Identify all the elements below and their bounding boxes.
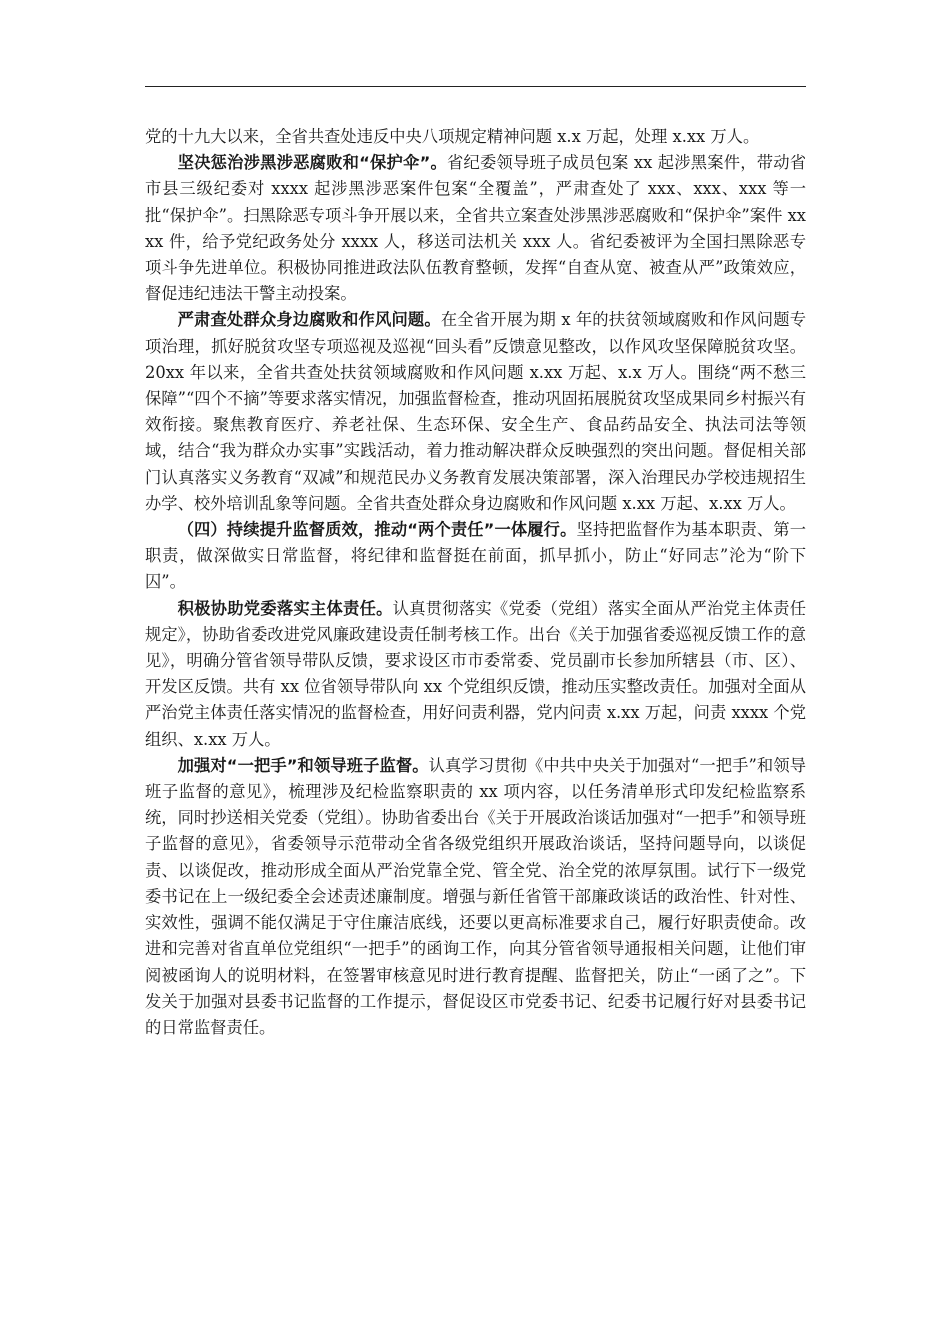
paragraph-4 [145,517,806,596]
paragraph-text: 在全省开展为期 x 年的扶贫领域腐败和作风问题专项治理，抓好脱贫攻坚专项巡视及巡视“回头看”反馈意见整改，以作风攻坚保障脱贫攻坚。20xx 年以来，全省共查处扶贫领域腐败和作风问题 x.xx 万起、x.x 万人。围绕“两不愁三保障”“四个不摘”等要求落实情况，加强监督检查，推动巩固拓展脱贫攻坚成果同乡村振兴有效衔接。聚焦教育医疗、养老社保、生态环保、安全生产、食品药品安全、执法司法等领域，结合“我为群众办实事”实践活动，着力推动解决群众反映强烈的突出问题。督促相关部门认真落实义务教育“双减”和规范民办义务教育发展决策部署，深入治理民办学校违规招生办学、校外培训乱象等问题。全省共查处群众身边腐败和作风问题 x.xx 万起、x.xx 万人。 [145,310,806,513]
paragraph-text: 党的十九大以来，全省共查处违反中央八项规定精神问题 x.x 万起，处理 x.xx 万人。 [145,127,760,146]
paragraph-text: 省纪委领导班子成员包案 xx 起涉黑案件，带动省市县三级纪委对 xxxx 起涉黑涉恶案件包案“全覆盖”，严肃查处了 xxx、xxx、xxx 等一批“保护伞”。扫黑除恶专项斗争开展以来，全省共立案查处涉黑涉恶腐败和“保护伞”案件 xxxx 件，给予党纪政务处分 xxxx 人，移送司法机关 xxx 人。省纪委被评为全国扫黑除恶专项斗争先进单位。积极协同推进政法队伍教育整顿，发挥“自查从宽、被查从严”政策效应，督促违纪违法干警主动投案。 [145,153,807,304]
paragraph-lead: 积极协助党委落实主体责任。 [177,598,393,618]
paragraph-3 [145,307,806,517]
paragraph-6 [145,753,806,1041]
header-rule [145,86,806,87]
paragraph-2 [145,150,806,307]
paragraph-lead: 加强对“一把手”和领导班子监督。 [177,755,429,775]
paragraph-1 [145,124,806,150]
paragraph-5 [145,596,806,753]
paragraph-lead: 严肃查处群众身边腐败和作风问题。 [177,310,441,330]
paragraph-lead: （四）持续提升监督质效，推动“两个责任”一体履行。 [177,520,577,540]
document-body [145,124,806,1041]
paragraph-text: 坚持把监督作为基本职责、第一职责，做深做实日常监督，将纪律和监督挺在前面，抓早抓小，防止“好同志”沦为“阶下囚”。 [145,520,806,592]
paragraph-text: 认真学习贯彻《中共中央关于加强对“一把手”和领导班子监督的意见》，梳理涉及纪检监察职责的 xx 项内容，以任务清单形式印发纪检监察系统，同时抄送相关党委（党组）。协助省委出台《关于开展政治谈话加强对“一把手”和领导班子监督的意见》，省委领导示范带动全省各级党组织开展政治谈话，坚持问题导向，以谈促责、以谈促改，推动形成全面从严治党靠全党、管全党、治全党的浓厚氛围。试行下一级党委书记在上一级纪委全会述责述廉制度。增强与新任省管干部廉政谈话的政治性、针对性、实效性，强调不能仅满足于守住廉洁底线，还要以更高标准要求自己，履行好职责使命。改进和完善对省直单位党组织“一把手”的函询工作，向其分管省领导通报相关问题，让他们审阅被函询人的说明材料，在签署审核意见时进行教育提醒、监督把关，防止“一函了之”。下发关于加强对县委书记监督的工作提示，督促设区市党委书记、纪委书记履行好对县委书记的日常监督责任。 [145,755,806,1037]
paragraph-lead: 坚决惩治涉黑涉恶腐败和“保护伞”。 [177,153,447,173]
paragraph-text: 认真贯彻落实《党委（党组）落实全面从严治党主体责任规定》，协助省委改进党风廉政建设责任制考核工作。出台《关于加强省委巡视反馈工作的意见》，明确分管省领导带队反馈，要求设区市市委常委、党员副市长参加所辖县（市、区）、开发区反馈。共有 xx 位省领导带队向 xx 个党组织反馈，推动压实整改责任。加强对全面从严治党主体责任落实情况的监督检查，用好问责利器，党内问责 x.xx 万起，问责 xxxx 个党组织、x.xx 万人。 [145,598,806,749]
